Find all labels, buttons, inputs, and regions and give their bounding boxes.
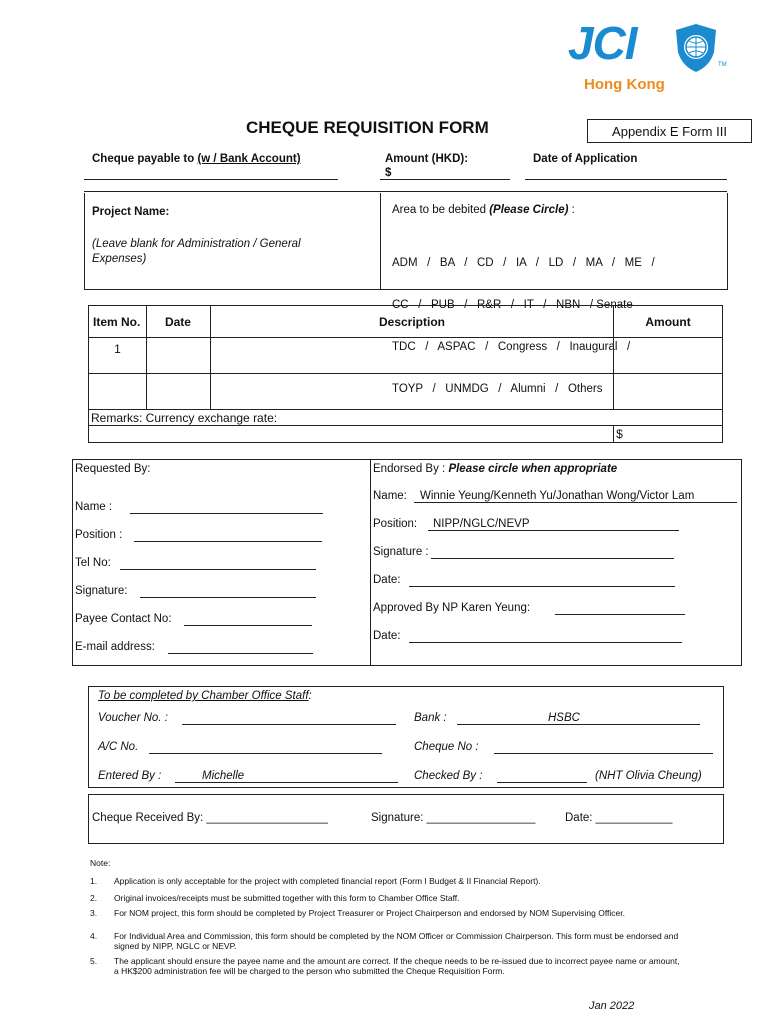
area-line: ADM / BA / CD / IA / LD / MA / ME / <box>392 257 655 269</box>
approval-divider <box>370 459 371 666</box>
header-item-no: Item No. <box>89 306 147 338</box>
email-field[interactable] <box>168 653 313 654</box>
received-signature[interactable]: Signature: _________________ <box>371 812 536 824</box>
cheque-no-label: Cheque No : <box>414 741 479 753</box>
entered-by-field <box>175 782 398 783</box>
project-divider <box>380 193 381 290</box>
payable-field[interactable] <box>84 179 338 180</box>
approved-by-field[interactable] <box>555 614 685 615</box>
entered-by-label: Entered By : <box>98 770 162 782</box>
row2-description[interactable] <box>210 374 613 410</box>
requested-tel-label: Tel No: <box>75 557 111 569</box>
separator <box>84 191 727 192</box>
endorsed-name-field <box>414 502 737 503</box>
header-description: Description <box>210 306 613 338</box>
ac-field[interactable] <box>149 753 382 754</box>
endorsed-signature-field[interactable] <box>431 558 674 559</box>
total-amount[interactable]: $ <box>614 426 723 443</box>
row1-date[interactable] <box>146 338 210 374</box>
header-amount: Amount <box>614 306 723 338</box>
amount-symbol: $ <box>385 167 392 179</box>
endorsed-name-value[interactable]: Winnie Yeung/Kenneth Yu/Jonathan Wong/Victor Lam <box>420 490 695 502</box>
payee-contact-field[interactable] <box>184 625 312 626</box>
row1-description[interactable] <box>210 338 613 374</box>
page-title: CHEQUE REQUISITION FORM <box>246 118 489 137</box>
date-application-field[interactable] <box>525 179 727 180</box>
requested-signature-label: Signature: <box>75 585 128 597</box>
requested-tel-field[interactable] <box>120 569 316 570</box>
endorsed-position-value[interactable]: NIPP/NGLC/NEVP <box>433 518 530 530</box>
endorsed-title: Endorsed By : Please circle when appropriate <box>373 463 618 475</box>
bank-label: Bank : <box>414 712 447 724</box>
endorsed-position-label: Position: <box>373 518 418 530</box>
logo-wordmark: JCI <box>568 17 637 69</box>
bank-value[interactable]: HSBC <box>548 712 580 724</box>
endorsed-date-field[interactable] <box>409 586 675 587</box>
row1-item-no[interactable]: 1 <box>89 338 147 374</box>
received-date[interactable]: Date: ____________ <box>565 812 673 824</box>
approved-date-field[interactable] <box>409 642 682 643</box>
voucher-label: Voucher No. : <box>98 712 168 724</box>
area-label: Area to be debited (Please Circle) : <box>392 204 575 216</box>
amount-field[interactable] <box>380 179 510 180</box>
entered-by-value[interactable]: Michelle <box>202 770 245 782</box>
date-application-label: Date of Application <box>533 153 638 165</box>
checked-by-field[interactable] <box>497 782 587 783</box>
email-label: E-mail address: <box>75 641 155 653</box>
header-date: Date <box>146 306 210 338</box>
area-line: CC / PUB / R&R / IT / NBN / Senate <box>392 299 633 311</box>
area-line: TDC / ASPAC / Congress / Inaugural / <box>392 341 631 353</box>
requested-signature-field[interactable] <box>140 597 316 598</box>
approved-date-label: Date: <box>373 630 401 642</box>
requested-name-label: Name : <box>75 501 113 513</box>
payee-contact-label: Payee Contact No: <box>75 613 172 625</box>
approved-by-label: Approved By NP Karen Yeung: <box>373 602 531 614</box>
endorsed-date-label: Date: <box>373 574 401 586</box>
requested-position-label: Position : <box>75 529 123 541</box>
office-title: To be completed by Chamber Office Staff: <box>98 690 312 702</box>
project-name-label: Project Name: <box>92 206 170 218</box>
endorsed-position-field <box>428 530 679 531</box>
payable-label: Cheque payable to (w / Bank Account) <box>92 153 301 165</box>
items-table <box>88 305 723 443</box>
voucher-field[interactable] <box>182 724 396 725</box>
area-line: TOYP / UNMDG / Alumni / Others <box>392 383 603 395</box>
received-by-label[interactable]: Cheque Received By: ___________________ <box>92 812 328 824</box>
project-hint: (Leave blank for Administration / General Expenses) <box>92 238 301 265</box>
remarks-label: Remarks: Currency exchange rate: <box>89 410 723 426</box>
checked-by-value: (NHT Olivia Cheung) <box>595 770 702 782</box>
trademark: TM <box>718 62 727 68</box>
notes-title: Note: <box>90 858 111 868</box>
requested-position-field[interactable] <box>134 541 322 542</box>
row1-amount[interactable] <box>614 338 723 374</box>
logo-subtitle: Hong Kong <box>584 76 665 93</box>
footer-date: Jan 2022 <box>589 1000 635 1012</box>
requested-title: Requested By: <box>75 463 151 475</box>
remarks-field[interactable] <box>89 426 614 443</box>
bank-field <box>457 724 700 725</box>
row2-date[interactable] <box>146 374 210 410</box>
appendix-label: Appendix E Form III <box>587 119 752 143</box>
row2-amount[interactable] <box>614 374 723 410</box>
amount-label: Amount (HKD): <box>385 153 469 165</box>
checked-by-label: Checked By : <box>414 770 483 782</box>
row2-item-no[interactable] <box>89 374 147 410</box>
endorsed-signature-label: Signature : <box>373 546 429 558</box>
shield-globe-icon <box>672 22 720 74</box>
requested-name-field[interactable] <box>130 513 323 514</box>
cheque-no-field[interactable] <box>494 753 713 754</box>
ac-label: A/C No. <box>98 741 139 753</box>
endorsed-name-label: Name: <box>373 490 407 502</box>
